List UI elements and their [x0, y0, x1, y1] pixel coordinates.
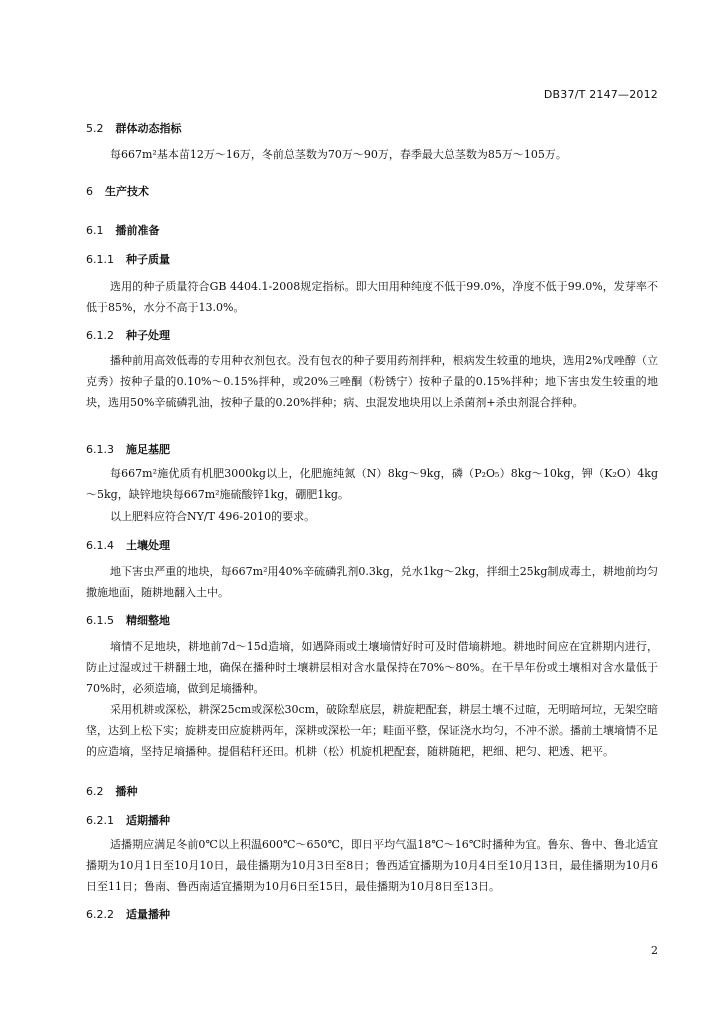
heading-title: 播前准备	[115, 224, 160, 237]
heading-title: 土壤处理	[126, 539, 170, 552]
heading-title: 播种	[115, 785, 138, 798]
heading-6-1-4	[86, 537, 170, 553]
paragraph-6-1-5-a: 墒情不足地块，耕地前7d～15d造墒，如遇降雨或土壤墒情好时可及时借墒耕地。耕地时间应在宜耕期内进行，防止过湿或过干耕翻土地，确保在播种时土壤耕层相对含水量保持在70%～80%。在干旱年份或土壤相对含水量低于70%时，必须造墒，做到足墒播种。	[86, 640, 658, 695]
heading-title: 群体动态指标	[115, 122, 182, 135]
paragraph-6-1-5-b: 采用机耕或深松，耕深25cm或深松30cm，破除犁底层，耕旋耙配套，耕层土壤不过暄，无明暗坷垃，无架空暗垡，达到上松下实；旋耕麦田应旋耕两年，深耕或深松一年；畦面平整，保证浇水均匀，不冲不淤。播前土壤墒情不足的应造墒，坚持足墒播种。提倡秸秆还田。机耕（松）机旋机耙配套，随耕随耙，耙细、耙匀、耙透、耙平。	[86, 703, 658, 758]
heading-5-2	[86, 120, 182, 136]
heading-title: 种子质量	[126, 253, 170, 266]
heading-number: 6	[86, 185, 93, 198]
paragraph-5-2: 每667m²基本苗12万～16万，冬前总茎数为70万～90万，春季最大总茎数为85万～105万。	[110, 148, 567, 161]
heading-6-2-2	[86, 906, 170, 922]
heading-number: 5.2	[86, 122, 104, 135]
heading-6-2	[86, 783, 138, 799]
paragraph-6-1-4: 地下害虫严重的地块，每667m²用40%辛硫磷乳剂0.3kg，兑水1kg～2kg，拌细土25kg制成毒土，耕地前均匀撒施地面，随耕地翻入土中。	[86, 565, 658, 599]
heading-number: 6.1.5	[86, 614, 114, 627]
paragraph-6-1-3-a: 每667m²施优质有机肥3000kg以上，化肥施纯氮（N）8kg～9kg，磷（P₂O₅）8kg～10kg，钾（K₂O）4kg～5kg，缺锌地块每667m²施硫酸锌1kg，硼肥1kg。	[86, 467, 658, 501]
heading-6-1-5	[86, 612, 170, 628]
heading-number: 6.1.4	[86, 539, 114, 552]
heading-number: 6.1.1	[86, 253, 114, 266]
heading-title: 种子处理	[126, 329, 170, 342]
heading-number: 6.1	[86, 224, 104, 237]
page-number: 2	[651, 944, 658, 957]
heading-6-2-1	[86, 812, 170, 828]
heading-title: 施足基肥	[126, 443, 170, 456]
paragraph-6-1-2: 播种前用高效低毒的专用种衣剂包衣。没有包衣的种子要用药剂拌种，根病发生较重的地块，选用2%戊唑醇（立克秀）按种子量的0.10%～0.15%拌种，或20%三唑酮（粉锈宁）按种子量的0.15%拌种；地下害虫发生较重的地块，选用50%辛硫磷乳油，按种子量的0.20%拌种；病、虫混发地块用以上杀菌剂+杀虫剂混合拌种。	[86, 354, 658, 409]
paragraph-6-1-3-b: 以上肥料应符合NY/T 496-2010的要求。	[110, 510, 316, 523]
heading-number: 6.2.1	[86, 814, 114, 827]
heading-6-1-3	[86, 441, 170, 457]
heading-title: 生产技术	[105, 185, 149, 198]
heading-title: 适量播种	[126, 908, 170, 921]
heading-6-1-2	[86, 327, 170, 343]
heading-number: 6.2	[86, 785, 104, 798]
heading-number: 6.1.3	[86, 443, 114, 456]
paragraph-6-2-1: 适播期应满足冬前0℃以上积温600℃～650℃，即日平均气温18℃～16℃时播种为宜。鲁东、鲁中、鲁北适宜播期为10月1日至10月10日，最佳播期为10月3日至8日；鲁西适宜播期为10月4日至10月13日，最佳播期为10月6日至11日；鲁南、鲁西南适宜播期为10月6日至15日，最佳播期为10月8日至13日。	[86, 838, 658, 893]
standard-code: DB37/T 2147—2012	[543, 88, 658, 101]
heading-6-1-1	[86, 251, 170, 267]
heading-title: 精细整地	[126, 614, 170, 627]
paragraph-6-1-1: 选用的种子质量符合GB 4404.1-2008规定指标。即大田用种纯度不低于99.0%，净度不低于99.0%，发芽率不低于85%，水分不高于13.0%。	[86, 280, 658, 314]
heading-6	[86, 183, 149, 199]
heading-number: 6.2.2	[86, 908, 114, 921]
heading-number: 6.1.2	[86, 329, 114, 342]
heading-title: 适期播种	[126, 814, 170, 827]
heading-6-1	[86, 222, 160, 238]
